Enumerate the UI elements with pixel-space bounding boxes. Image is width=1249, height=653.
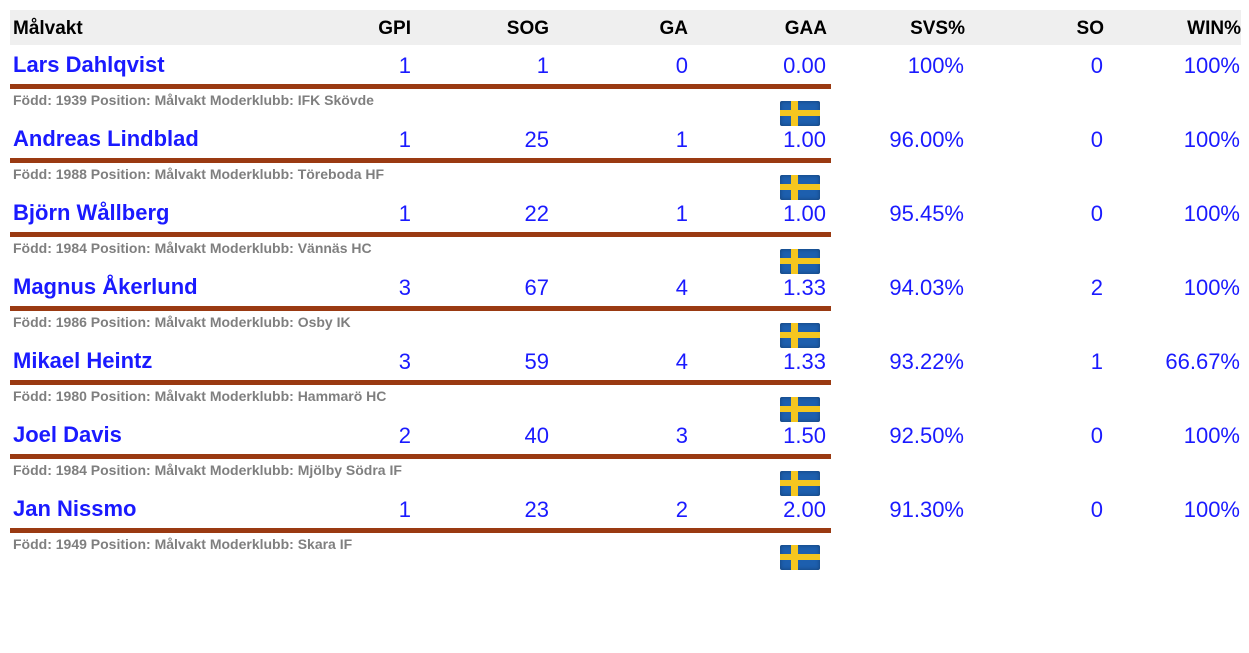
header-win[interactable]: WIN% bbox=[1187, 18, 1241, 39]
sweden-flag-icon bbox=[780, 323, 820, 348]
row-divider bbox=[10, 454, 831, 459]
player-name-link[interactable]: Lars Dahlqvist bbox=[13, 52, 165, 77]
sweden-flag-icon bbox=[780, 471, 820, 496]
cell-gaa: 1.00 bbox=[783, 201, 826, 226]
cell-so: 0 bbox=[1090, 497, 1103, 522]
cell-gaa: 1.00 bbox=[783, 127, 826, 152]
row-divider bbox=[10, 232, 831, 237]
cell-ga: 0 bbox=[675, 53, 688, 78]
cell-gpi: 1 bbox=[398, 201, 411, 226]
player-name-link[interactable]: Björn Wållberg bbox=[13, 200, 170, 225]
header-gpi[interactable]: GPI bbox=[378, 18, 411, 39]
cell-svs: 100% bbox=[907, 53, 964, 78]
cell-svs: 93.22% bbox=[889, 349, 964, 374]
player-info: Född: 1986 Position: Målvakt Moderklubb: Osby IK bbox=[13, 314, 351, 330]
cell-sog: 22 bbox=[524, 201, 549, 226]
cell-ga: 1 bbox=[675, 201, 688, 226]
cell-win: 100% bbox=[1183, 423, 1240, 448]
player-name-link[interactable]: Joel Davis bbox=[13, 422, 122, 447]
header-goalie[interactable]: Målvakt bbox=[13, 18, 83, 39]
table-header bbox=[10, 10, 1241, 45]
cell-gpi: 3 bbox=[398, 349, 411, 374]
cell-sog: 1 bbox=[536, 53, 549, 78]
cell-ga: 1 bbox=[675, 127, 688, 152]
cell-ga: 4 bbox=[675, 275, 688, 300]
cell-svs: 91.30% bbox=[889, 497, 964, 522]
player-info: Född: 1949 Position: Målvakt Moderklubb: Skara IF bbox=[13, 536, 353, 552]
header-sog[interactable]: SOG bbox=[506, 18, 549, 39]
player-info: Född: 1980 Position: Målvakt Moderklubb: Hammarö HC bbox=[13, 388, 387, 404]
cell-win: 100% bbox=[1183, 275, 1240, 300]
cell-gpi: 1 bbox=[398, 53, 411, 78]
cell-gpi: 2 bbox=[398, 423, 411, 448]
row-divider bbox=[10, 528, 831, 533]
header-svs[interactable]: SVS% bbox=[910, 18, 965, 39]
player-name-link[interactable]: Magnus Åkerlund bbox=[13, 274, 198, 299]
cell-win: 100% bbox=[1183, 497, 1240, 522]
cell-win: 100% bbox=[1183, 127, 1240, 152]
cell-gaa: 1.33 bbox=[783, 275, 826, 300]
header-so[interactable]: SO bbox=[1076, 18, 1104, 39]
cell-svs: 92.50% bbox=[889, 423, 964, 448]
sweden-flag-icon bbox=[780, 397, 820, 422]
cell-sog: 40 bbox=[524, 423, 549, 448]
cell-so: 0 bbox=[1090, 423, 1103, 448]
cell-win: 66.67% bbox=[1165, 349, 1240, 374]
cell-svs: 95.45% bbox=[889, 201, 964, 226]
sweden-flag-icon bbox=[780, 545, 820, 570]
cell-sog: 23 bbox=[524, 497, 549, 522]
cell-sog: 25 bbox=[524, 127, 549, 152]
sweden-flag-icon bbox=[780, 249, 820, 274]
cell-svs: 94.03% bbox=[889, 275, 964, 300]
cell-ga: 2 bbox=[675, 497, 688, 522]
cell-sog: 59 bbox=[524, 349, 549, 374]
sweden-flag-icon bbox=[780, 175, 820, 200]
cell-win: 100% bbox=[1183, 53, 1240, 78]
cell-gaa: 2.00 bbox=[783, 497, 826, 522]
player-info: Född: 1984 Position: Målvakt Moderklubb: Vännäs HC bbox=[13, 240, 372, 256]
cell-svs: 96.00% bbox=[889, 127, 964, 152]
sweden-flag-icon bbox=[780, 101, 820, 126]
player-info: Född: 1939 Position: Målvakt Moderklubb: IFK Skövde bbox=[13, 92, 374, 108]
player-info: Född: 1984 Position: Målvakt Moderklubb: Mjölby Södra IF bbox=[13, 462, 402, 478]
cell-win: 100% bbox=[1183, 201, 1240, 226]
cell-sog: 67 bbox=[524, 275, 549, 300]
cell-so: 0 bbox=[1090, 201, 1103, 226]
row-divider bbox=[10, 306, 831, 311]
header-ga[interactable]: GA bbox=[659, 18, 688, 39]
row-divider bbox=[10, 158, 831, 163]
player-info: Född: 1988 Position: Målvakt Moderklubb: Töreboda HF bbox=[13, 166, 385, 182]
cell-ga: 4 bbox=[675, 349, 688, 374]
player-name-link[interactable]: Jan Nissmo bbox=[13, 496, 137, 521]
cell-gpi: 3 bbox=[398, 275, 411, 300]
cell-so: 0 bbox=[1090, 127, 1103, 152]
header-gaa[interactable]: GAA bbox=[784, 18, 827, 39]
cell-gaa: 1.50 bbox=[783, 423, 826, 448]
cell-gaa: 0.00 bbox=[783, 53, 826, 78]
player-name-link[interactable]: Andreas Lindblad bbox=[13, 126, 199, 151]
cell-gaa: 1.33 bbox=[783, 349, 826, 374]
cell-so: 2 bbox=[1090, 275, 1103, 300]
row-divider bbox=[10, 380, 831, 385]
player-name-link[interactable]: Mikael Heintz bbox=[13, 348, 153, 373]
cell-gpi: 1 bbox=[398, 497, 411, 522]
row-divider bbox=[10, 84, 831, 89]
cell-ga: 3 bbox=[675, 423, 688, 448]
cell-so: 0 bbox=[1090, 53, 1103, 78]
cell-so: 1 bbox=[1090, 349, 1103, 374]
cell-gpi: 1 bbox=[398, 127, 411, 152]
